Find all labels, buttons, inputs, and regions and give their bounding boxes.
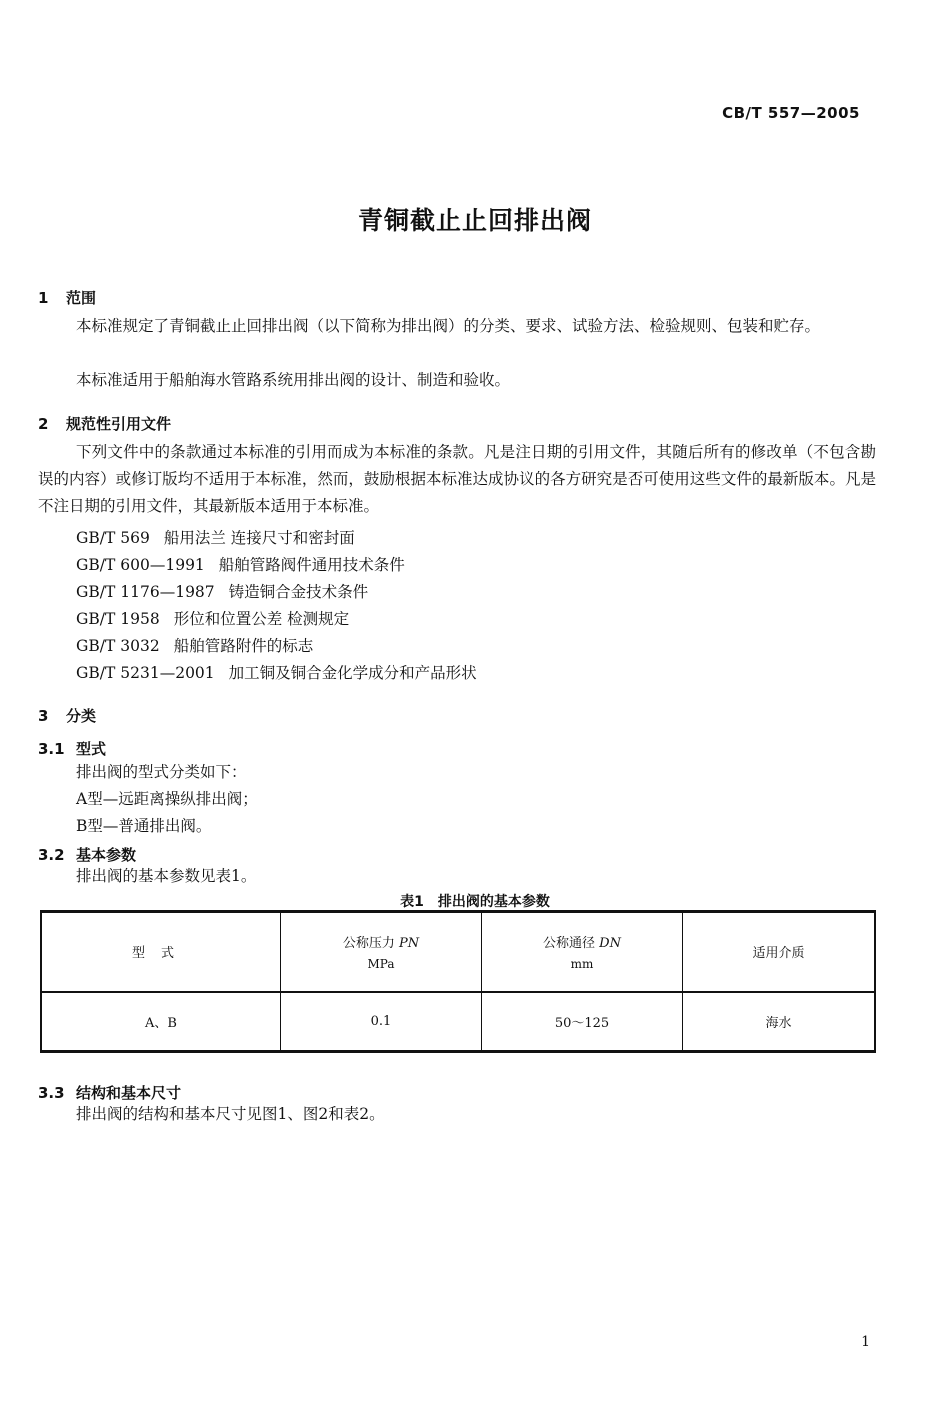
- section-title: 规范性引用文件: [66, 415, 172, 433]
- cell-type: A、B: [41, 992, 281, 1052]
- reference-item: [76, 525, 355, 552]
- reference-item: [76, 579, 368, 606]
- reference-title: 船舶管路阀件通用技术条件: [218, 556, 405, 574]
- reference-item: [76, 606, 349, 633]
- section-1-heading: [38, 287, 96, 308]
- section-3-heading: [38, 705, 96, 726]
- reference-item: [76, 633, 313, 660]
- section-1-paragraph-1: 本标准规定了青铜截止止回排出阀（以下简称为排出阀）的分类、要求、试验方法、检验规则、包装和贮存。: [76, 317, 821, 335]
- section-2-paragraph-1: 下列文件中的条款通过本标准的引用而成为本标准的条款。凡是注日期的引用文件，其随后所有的修改单（不包含勘误的内容）或修订版均不适用于本标准，然而，鼓励根据本标准达成协议的各方研究是否可使用这些文件的最新版本。凡是不注日期的引用文件，其最新版本适用于本标准。: [38, 443, 876, 515]
- reference-code: GB/T 569: [76, 529, 150, 547]
- section-number: 3: [38, 707, 49, 725]
- cell-diameter: 50～125: [482, 992, 683, 1052]
- table-1-caption: 表1 排出阀的基本参数: [400, 894, 550, 910]
- type-b: B型—普通排出阀。: [76, 817, 212, 835]
- table-row: [41, 992, 875, 1052]
- section-number: 3.3: [38, 1084, 65, 1102]
- section-number: 1: [38, 289, 49, 307]
- section-3-1-heading: [38, 738, 106, 759]
- reference-code: GB/T 3032: [76, 637, 160, 655]
- reference-code: GB/T 600—1991: [76, 556, 205, 574]
- section-number: 3.2: [38, 846, 65, 864]
- reference-title: 形位和位置公差 检测规定: [173, 610, 350, 628]
- section-title: 结构和基本尺寸: [76, 1084, 182, 1102]
- section-2-heading: [38, 413, 171, 434]
- document-title: 青铜截止止回排出阀: [357, 206, 592, 235]
- section-title: 型式: [76, 740, 107, 758]
- reference-code: GB/T 5231—2001: [76, 664, 215, 682]
- header-pressure: 公称压力 PN MPa: [281, 912, 482, 992]
- structure-intro: 排出阀的结构和基本尺寸见图1、图2和表2。: [76, 1105, 385, 1123]
- section-title: 基本参数: [76, 846, 137, 864]
- reference-title: 船用法兰 连接尺寸和密封面: [163, 529, 355, 547]
- section-number: 2: [38, 415, 49, 433]
- table-header-row: [41, 912, 875, 992]
- parameters-intro: 排出阀的基本参数见表1。: [76, 867, 257, 885]
- cell-pressure: 0.1: [281, 992, 482, 1052]
- page-number: 1: [861, 1334, 870, 1350]
- section-3-2-heading: [38, 844, 136, 865]
- section-number: 3.1: [38, 740, 65, 758]
- reference-code: GB/T 1958: [76, 610, 160, 628]
- reference-item: [76, 552, 405, 579]
- section-1-paragraph-2: 本标准适用于船舶海水管路系统用排出阀的设计、制造和验收。: [76, 371, 511, 389]
- section-3-3-heading: [38, 1082, 181, 1103]
- reference-item: [76, 660, 477, 687]
- reference-code: GB/T 1176—1987: [76, 583, 215, 601]
- section-title: 范围: [66, 289, 97, 307]
- section-title: 分类: [66, 707, 97, 725]
- reference-title: 船舶管路附件的标志: [173, 637, 314, 655]
- header-medium: 适用介质: [683, 912, 876, 992]
- header-type: 型式: [41, 912, 281, 992]
- cell-medium: 海水: [683, 992, 876, 1052]
- standard-code: CB/T 557—2005: [722, 104, 860, 122]
- reference-title: 加工铜及铜合金化学成分和产品形状: [228, 664, 477, 682]
- header-diameter: 公称通径 DN mm: [482, 912, 683, 992]
- type-intro: 排出阀的型式分类如下：: [76, 763, 247, 781]
- basic-parameters-table: [40, 910, 876, 1053]
- reference-title: 铸造铜合金技术条件: [228, 583, 369, 601]
- type-a: A型—远距离操纵排出阀；: [76, 790, 258, 808]
